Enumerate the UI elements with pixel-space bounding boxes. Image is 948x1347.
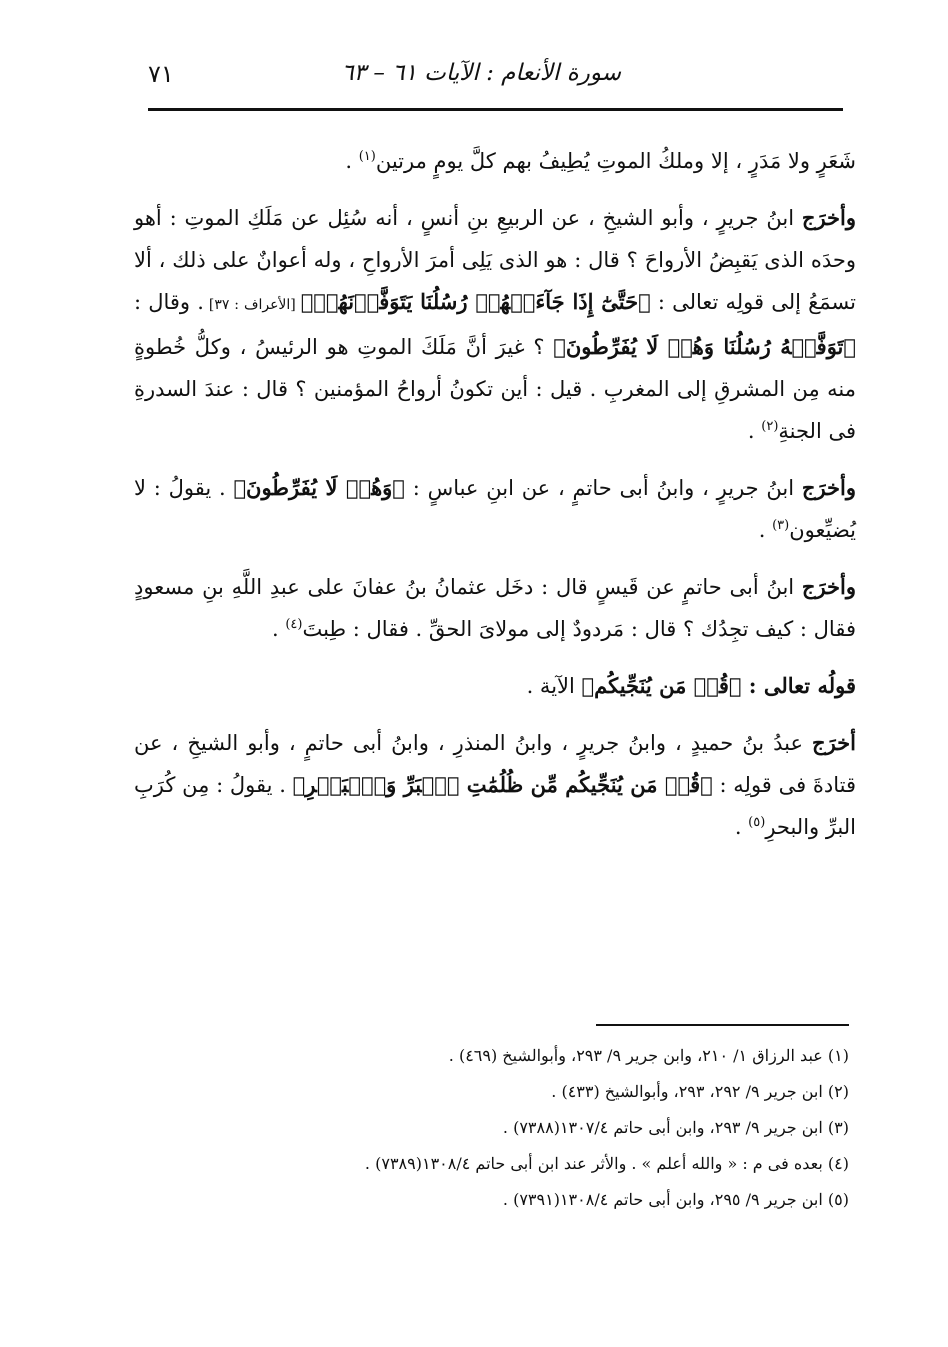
footnote-marker: (٣)	[772, 518, 790, 533]
running-header	[148, 58, 843, 98]
paragraph-6	[134, 722, 856, 848]
verse-reference: [الأعراف : ٣٧]	[203, 297, 301, 313]
paragraph-text: ابنُ جريرٍ ، وابنُ أبى حاتمٍ ، عن ابنِ عباسٍ :	[404, 476, 802, 500]
footnote-marker: (٥)	[748, 815, 766, 830]
paragraph-text: ابنُ جريرٍ ، وأبو الشيخِ ، عن الربيعِ بنِ أنسٍ ، أنه سُئِل عن مَلَكِ الموتِ : أهو وحدَه الذى يَقبِضُ الأرواحَ ؟ قال : هو الذى يَلِى أمرَ الأرواحِ ، وله أعوانٌ على ذلك ، ألا تسمَعُ إلى قولِه تعالى :	[134, 206, 857, 314]
lead-word: وأخرَج	[801, 205, 856, 230]
surah-title: سورة الأنعام : الآيات ٦١ – ٦٣	[341, 60, 621, 86]
footnote-5: (٥) ابن جرير ٩/ ٢٩٥، وابن أبى حاتم ١٣٠٨/٤(٧٣٩١) .	[502, 1190, 849, 1209]
main-text	[134, 140, 856, 863]
lead-word: وأخرَج	[801, 475, 856, 500]
footnote-3: (٣) ابن جرير ٩/ ٢٩٣، وابن أبى حاتم ١٣٠٧/٤(٧٣٨٨) .	[502, 1118, 849, 1137]
punctuation: .	[734, 815, 749, 839]
footnote-marker: (٤)	[285, 617, 303, 632]
footnote-marker: (١)	[358, 149, 376, 164]
quran-quote: ﴿حَتَّىٰٓ إِذَا جَآءَتۡهُمۡ رُسُلُنَا يَتَوَفَّوۡنَهُمۡ﴾	[300, 289, 651, 314]
quran-quote: ﴿وَهُمۡ لَا يُفَرِّطُونَ﴾	[233, 475, 405, 500]
footnote-1: (١) عبد الرزاق ١/ ٢١٠، وابن جرير ٩/ ٢٩٣، وأبوالشيخ (٤٦٩) .	[448, 1046, 849, 1065]
footnote-2: (٢) ابن جرير ٩/ ٢٩٢، ٢٩٣، وأبوالشيخ (٤٣٣) .	[551, 1082, 849, 1101]
footnote-marker: (٢)	[761, 419, 779, 434]
section-heading: قولُه تعالى :	[741, 673, 856, 698]
paragraph-text: ؟ غيرَ أنَّ مَلَكَ الموتِ هو الرئيسُ ، وكلُّ خُطوةٍ منه مِن المشرقِ إلى المغربِ . قيل : أين تكونُ أرواحُ المؤمنين ؟ قال : عندَ السدرةِ فى الجنةِ	[134, 335, 856, 443]
quran-quote: ﴿قُلۡ مَن يُنَجِّيكُم﴾	[581, 673, 742, 698]
paragraph-text: . يقولُ : مِن كُرَبِ البرِّ والبحرِ	[134, 773, 856, 839]
paragraph-text: . وقال :	[134, 290, 204, 314]
quran-quote: ﴿قُلۡ مَن يُنَجِّيكُم مِّن ظُلُمَٰتِ ٱلۡبَرِّ وَٱلۡبَحۡرِ﴾	[292, 772, 713, 797]
footnote-4: (٤) بعده فى م : « والله أعلم » . والأثر عند ابن أبى حاتم ١٣٠٨/٤(٧٣٨٩) .	[364, 1154, 849, 1173]
punctuation: .	[271, 617, 286, 641]
paragraph-1	[134, 140, 856, 182]
footnotes	[280, 1038, 849, 1218]
punctuation: .	[747, 419, 762, 443]
quran-quote: ﴿تَوَفَّتۡهُ رُسُلُنَا وَهُمۡ لَا يُفَرِّطُونَ﴾	[553, 334, 856, 359]
page-number: ٧١	[148, 60, 174, 88]
punctuation: .	[345, 149, 359, 173]
paragraph-text: الآية .	[526, 674, 582, 698]
paragraph-3	[134, 467, 856, 551]
paragraph-text: شَعَرٍ ولا مَدَرٍ ، إلا وملكُ الموتِ يُطِيفُ بهم كلَّ يومٍ مرتين	[375, 149, 856, 173]
paragraph-text: عبدُ بنُ حميدٍ ، وابنُ جريرٍ ، وابنُ المنذرِ ، وابنُ أبى حاتمٍ ، وأبو الشيخِ ، عن قتادةَ فى قولِه :	[134, 731, 856, 797]
paragraph-5	[134, 665, 856, 707]
footnote-rule	[596, 1024, 849, 1026]
paragraph-text: . يقولُ : لا يُضيِّعون	[134, 476, 856, 542]
lead-word: وأخرَج	[801, 574, 856, 599]
paragraph-4	[134, 566, 856, 650]
paragraph-text: ابنُ أبى حاتمٍ عن قَيسٍ قال : دخَل عثمانُ بنُ عفانَ على عبدِ اللَّهِ بنِ مسعودٍ فقال : كيف تجِدُك ؟ قال : مَردودٌ إلى مولاىَ الحقِّ . فقال : طِبتَ	[134, 575, 856, 641]
paragraph-2	[134, 197, 856, 452]
lead-word: أخرَج	[812, 730, 856, 755]
header-rule	[148, 108, 843, 111]
punctuation: .	[758, 518, 773, 542]
